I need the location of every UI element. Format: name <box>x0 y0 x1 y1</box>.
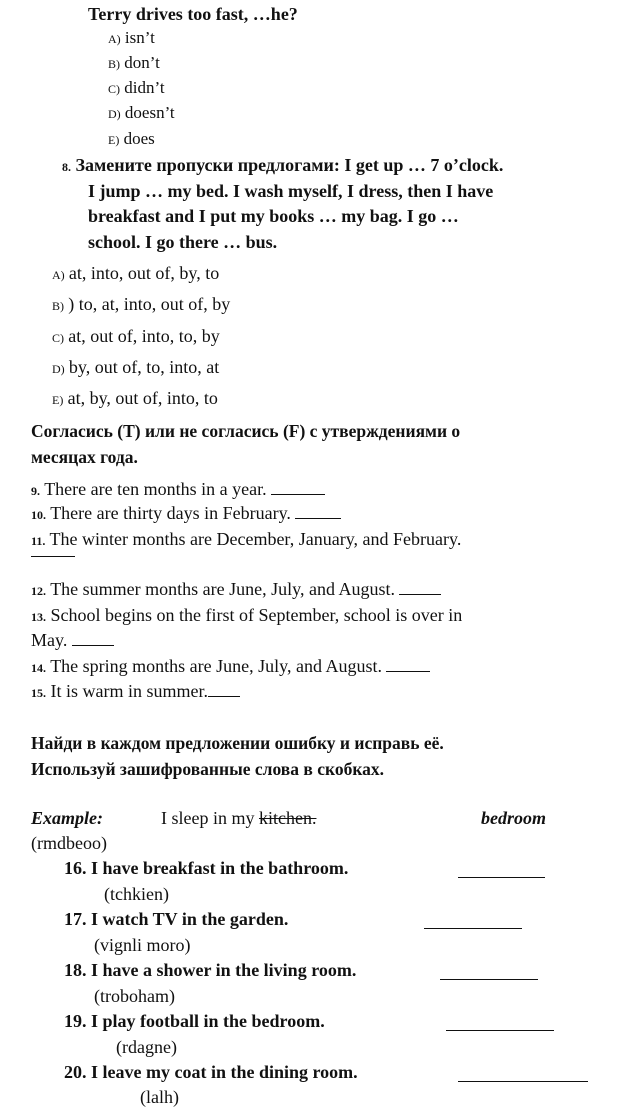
answer-blank[interactable] <box>208 682 240 697</box>
item-text-cont: May. <box>31 630 68 650</box>
option-letter: E) <box>52 393 64 407</box>
answer-blank[interactable] <box>424 928 522 929</box>
item-number: 11. <box>31 534 46 548</box>
answer-blank[interactable] <box>72 631 114 646</box>
tf-item-15 <box>31 679 240 705</box>
item-text: There are ten months in a year. <box>44 479 267 499</box>
option-text: at, out of, into, to, by <box>68 326 220 346</box>
q7-option-e <box>108 129 155 150</box>
answer-blank[interactable] <box>440 979 538 980</box>
item-number: 16. <box>64 858 87 878</box>
tf-item-11 <box>31 527 461 553</box>
item-text: I watch TV in the garden. <box>91 909 289 929</box>
question-text: Замените пропуски предлогами: I get up … 7 o’clock. <box>75 155 504 175</box>
q8-option-e <box>52 388 218 410</box>
fix-code-19: (rdagne) <box>116 1037 177 1057</box>
question-number: 8. <box>62 160 71 174</box>
q8-option-a <box>52 263 219 285</box>
fix-code-16: (tchkien) <box>104 884 169 904</box>
option-letter: E) <box>108 133 120 147</box>
item-text: It is warm in summer. <box>50 681 208 701</box>
answer-blank[interactable] <box>446 1030 554 1031</box>
option-letter: D) <box>52 362 65 376</box>
example-code: (rmdbeoo) <box>31 833 107 853</box>
fix-item-18 <box>64 959 356 981</box>
answer-blank[interactable] <box>295 504 341 519</box>
fix-item-19 <box>64 1010 325 1032</box>
item-text: The winter months are December, January, and February. <box>49 529 462 549</box>
fix-heading-line-2: Используй зашифрованные слова в скобках. <box>31 759 385 779</box>
answer-blank[interactable] <box>31 556 75 557</box>
q8-line-4: school. I go there … bus. <box>88 232 278 252</box>
item-number: 17. <box>64 909 87 929</box>
example-label: Example: <box>31 808 103 828</box>
item-number: 14. <box>31 661 46 675</box>
fix-item-20 <box>64 1061 358 1083</box>
option-letter: B) <box>108 57 120 71</box>
item-number: 15. <box>31 686 46 700</box>
answer-blank[interactable] <box>399 580 441 595</box>
tf-item-13-continued <box>31 628 114 652</box>
tf-item-14 <box>31 654 430 680</box>
q8-line-2: I jump … my bed. I wash myself, I dress, then I have <box>88 181 494 201</box>
answer-blank[interactable] <box>458 1081 588 1082</box>
option-letter: A) <box>108 32 121 46</box>
fix-item-17 <box>64 908 288 930</box>
option-text: at, by, out of, into, to <box>67 388 218 408</box>
answer-blank[interactable] <box>271 480 325 495</box>
fix-code-18: (troboham) <box>94 986 175 1006</box>
item-text: The summer months are June, July, and August. <box>50 579 395 599</box>
item-number: 13. <box>31 610 46 624</box>
item-text: I play football in the bedroom. <box>91 1011 325 1031</box>
answer-blank[interactable] <box>386 657 430 672</box>
item-text: The spring months are June, July, and August. <box>50 656 382 676</box>
example-struck-word: kitchen. <box>258 808 317 828</box>
example-answer: bedroom <box>481 808 546 828</box>
item-number: 19. <box>64 1011 87 1031</box>
tf-heading-line-1: Согласись (T) или не согласись (F) с утверждениями о <box>31 421 461 441</box>
q7-option-c <box>108 78 165 99</box>
option-letter: C) <box>52 331 64 345</box>
tf-item-9 <box>31 477 325 503</box>
item-text: School begins on the first of September, school is over in <box>50 605 463 625</box>
q7-stem: Terry drives too fast, …he? <box>88 4 298 24</box>
example-sentence <box>161 806 316 830</box>
item-text: I leave my coat in the dining room. <box>91 1062 358 1082</box>
tf-item-10 <box>31 501 341 527</box>
fix-heading-line-1: Найди в каждом предложении ошибку и исправь её. <box>31 733 444 753</box>
q8-line-1 <box>62 154 503 178</box>
q8-line-3: breakfast and I put my books … my bag. I go … <box>88 206 459 226</box>
item-number: 18. <box>64 960 87 980</box>
q7-option-d <box>108 103 175 124</box>
item-text: There are thirty days in February. <box>50 503 291 523</box>
option-text: doesn’t <box>124 103 175 122</box>
q7-option-b <box>108 53 160 74</box>
tf-item-12 <box>31 577 441 603</box>
answer-blank[interactable] <box>458 877 545 878</box>
item-number: 12. <box>31 584 46 598</box>
option-text: don’t <box>124 53 160 72</box>
option-text: ) to, at, into, out of, by <box>68 294 231 314</box>
q8-option-b <box>52 294 230 316</box>
example-text: I sleep in my <box>161 808 255 828</box>
fix-code-20: (lalh) <box>140 1087 179 1107</box>
item-text: I have a shower in the living room. <box>91 960 357 980</box>
item-number: 20. <box>64 1062 87 1082</box>
option-text: at, into, out of, by, to <box>68 263 220 283</box>
fix-item-16 <box>64 857 348 879</box>
q8-option-c <box>52 326 220 348</box>
item-text: I have breakfast in the bathroom. <box>91 858 349 878</box>
tf-item-13 <box>31 603 462 629</box>
item-number: 9. <box>31 484 40 498</box>
option-text: isn’t <box>124 28 155 47</box>
item-number: 10. <box>31 508 46 522</box>
fix-code-17: (vignli moro) <box>94 935 191 955</box>
option-letter: A) <box>52 268 65 282</box>
q7-option-a <box>108 28 155 49</box>
option-letter: B) <box>52 299 64 313</box>
option-letter: D) <box>108 107 121 121</box>
tf-heading-line-2: месяцах года. <box>31 447 138 467</box>
option-text: by, out of, to, into, at <box>68 357 220 377</box>
q8-option-d <box>52 357 219 379</box>
option-text: didn’t <box>124 78 165 97</box>
option-letter: C) <box>108 82 120 96</box>
option-text: does <box>123 129 155 148</box>
